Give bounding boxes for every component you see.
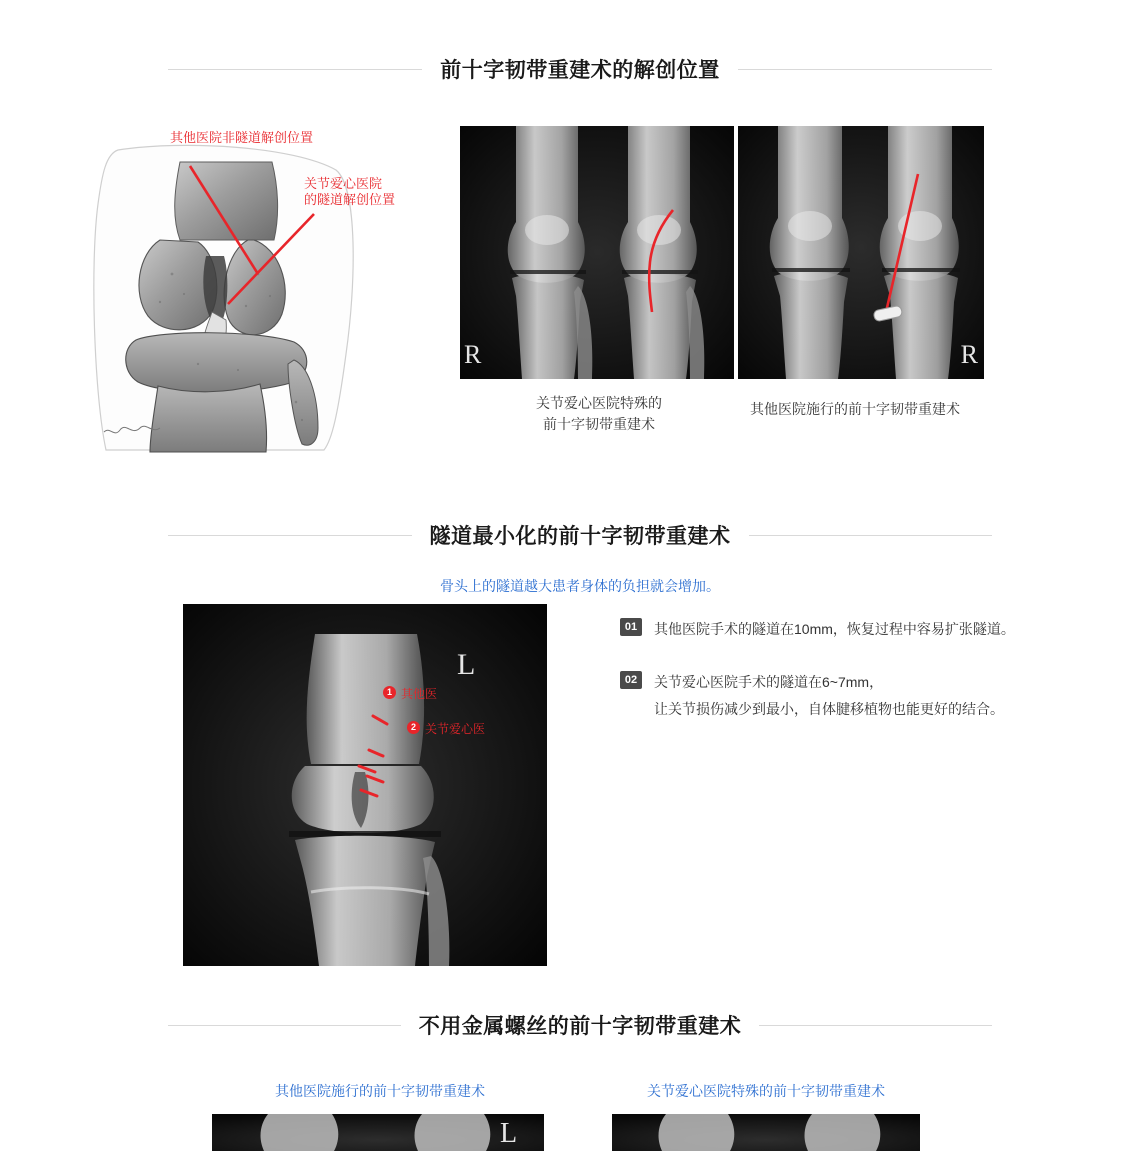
- xray-image-other-hospital: [738, 126, 984, 379]
- bullet-text-02-line1: 关节爱心医院手术的隧道在6~7mm，: [654, 674, 884, 690]
- bullet-number-02: 02: [620, 671, 642, 689]
- xray-svg-1: [460, 126, 734, 379]
- bullet-number-01: 01: [620, 618, 642, 636]
- caption-our-hospital-line1: 关节爱心医院特殊的: [536, 395, 662, 411]
- section-1-title: 前十字韧带重建术的解创位置: [422, 54, 738, 84]
- xray-svg-3: [183, 604, 547, 966]
- xray-image-bottom-left: [212, 1114, 544, 1151]
- tunnel-marker-1-label: 其他医: [401, 687, 438, 701]
- bullet-item-01: [620, 616, 1092, 643]
- anatomy-label-other-hospital: 其他医院非隧道解创位置: [170, 130, 314, 145]
- section-2-heading: [168, 520, 992, 550]
- xray-side-letter-right: R: [960, 340, 978, 369]
- bullet-text-02-line2: 让关节损伤减少到最小，自体腱移植物也能更好的结合。: [654, 701, 1004, 717]
- xray-svg-2: [738, 126, 984, 379]
- xray-image-bottom-right: [612, 1114, 920, 1151]
- xray-svg-4: [212, 1114, 544, 1151]
- caption-other-hospital: 其他医院施行的前十字韧带重建术: [750, 401, 960, 417]
- anatomy-illustration-wrap: [78, 126, 438, 456]
- tunnel-marker-1: 1: [383, 686, 396, 699]
- xray-side-letter-left: R: [464, 340, 482, 369]
- caption-our-hospital: [480, 393, 718, 435]
- section-2-title: 隧道最小化的前十字韧带重建术: [412, 520, 749, 550]
- bullet-text-01-line1: 其他医院手术的隧道在10mm，恢复过程中容易扩张隧道。: [654, 621, 1015, 637]
- xray-comparison-pair: [460, 126, 984, 379]
- xray-image-our-hospital: [460, 126, 734, 379]
- anatomy-label-our-hospital: [304, 176, 395, 208]
- xray-side-letter-large: L: [457, 648, 476, 681]
- section-1-heading: [168, 54, 992, 84]
- caption-our-hospital-line2: 前十字韧带重建术: [543, 416, 655, 432]
- bullet-text-01: [654, 616, 1015, 643]
- tunnel-marker-2: 2: [407, 721, 420, 734]
- tunnel-bullet-list: [620, 616, 1092, 749]
- section-3-title: 不用金属螺丝的前十字韧带重建术: [401, 1010, 760, 1040]
- section-3-heading: [168, 1010, 992, 1040]
- anatomy-label-our-hospital-line2: 的隧道解创位置: [304, 192, 396, 207]
- tunnel-marker-2-label: 关节爱心医: [425, 722, 486, 736]
- section-2-subtitle: 骨头上的隧道越大患者身体的负担就会增加。: [440, 578, 720, 594]
- caption-bottom-other-hospital: 其他医院施行的前十字韧带重建术: [275, 1083, 485, 1099]
- xray-side-letter-bottom: L: [500, 1118, 518, 1149]
- xray-svg-5: [612, 1114, 920, 1151]
- anatomy-label-our-hospital-line1: 关节爱心医院: [304, 176, 383, 191]
- caption-bottom-our-hospital: 关节爱心医院特殊的前十字韧带重建术: [647, 1083, 885, 1099]
- bullet-text-02: [654, 669, 1004, 723]
- xray-image-tunnel-detail: [183, 604, 547, 966]
- bullet-item-02: [620, 669, 1092, 723]
